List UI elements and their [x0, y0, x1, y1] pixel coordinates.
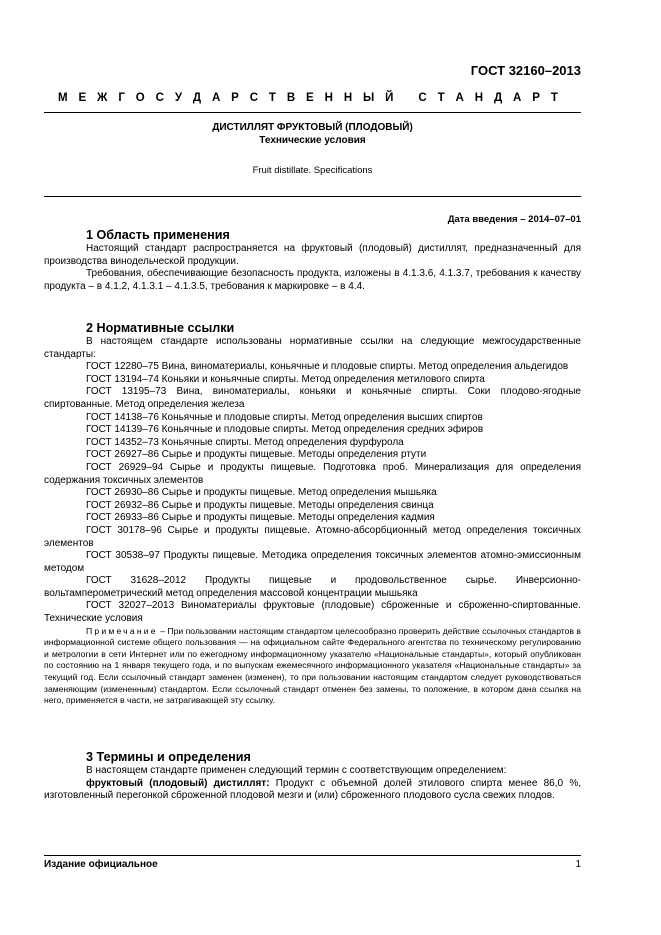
reference-item: ГОСТ 26930–86 Сырье и продукты пищевые. Метод определения мышьяка	[86, 487, 437, 499]
banner-letter: М	[58, 92, 68, 104]
footer-rule	[44, 855, 581, 856]
reference-item: ГОСТ 14352–73 Коньячные спирты. Метод определения фурфурола	[86, 436, 404, 448]
reference-item: ГОСТ 26929–94 Сырье и продукты пищевые. Подготовка проб. Минерализация для определения содержания токсичных элементов	[44, 461, 581, 486]
section-heading: 3 Термины и определения	[86, 750, 251, 764]
section-terms	[44, 750, 581, 803]
reference-item: ГОСТ 32027–2013 Виноматериалы фруктовые (плодовые) сброженные и сброженно-спиртованные. Технические условия	[44, 600, 581, 625]
banner-letter: Н	[343, 92, 353, 104]
banner-letter: А	[513, 92, 522, 104]
banner-letter: Н	[324, 92, 333, 104]
note-label: Примечание	[86, 625, 158, 636]
reference-list	[44, 361, 581, 625]
paragraph: Настоящий стандарт распространяется на фруктовый (плодовый) дистиллят, предназначенный для производства винодельческой продукции.	[44, 243, 581, 267]
banner-letter: Р	[231, 92, 239, 104]
document-subtitle: Технические условия	[259, 135, 366, 146]
term-definition	[44, 778, 581, 803]
paragraph: В настоящем стандарте использованы нормативные ссылки на следующие межгосударственные стандарты:	[44, 336, 581, 360]
banner-letter: О	[135, 92, 145, 104]
banner-letter: Д	[192, 92, 202, 104]
note-text: – При пользовании настоящим стандартом целесообразно проверить действие ссылочных стандартов в информационной системе общего пользования — на официальном сайте Федерального агентства по техническому регулированию и метрологии в сети Интернет или по ежегодному информационному указателю «Национальные стандарты», который опубликован по состоянию на 1 января текущего года, и по выпускам ежемесячного информационного указателя «Национальные стандарты» за текущий год. Если ссылочный стандарт заменен (изменен), то при пользовании настоящим стандартом следует руководствоваться заменяющим (измененным) стандартом. Если ссылочный стандарт отменен без замены, то положение, в котором дана ссылка на него, применяется в части, не затрагивающей эту ссылку.	[44, 625, 581, 706]
banner-letter: С	[155, 92, 164, 104]
paragraph: Требования, обеспечивающие безопасность продукта, изложены в 4.1.3.6, 4.1.3.7, требования к качеству продукта – в 4.1.2, 4.1.3.1 – 4.1.3.5, требования к маркировке – в 4.4.	[44, 268, 581, 292]
reference-item: ГОСТ 26932–86 Сырье и продукты пищевые. Методы определения свинца	[86, 499, 434, 511]
reference-item: ГОСТ 14139–76 Коньячные и плодовые спирты. Метод определения средних эфиров	[86, 424, 484, 436]
standard-banner	[58, 92, 558, 104]
banner-letter: А	[455, 92, 464, 104]
section-heading: 2 Нормативные ссылки	[86, 321, 235, 335]
banner-letter: Т	[550, 92, 558, 104]
banner-letter: Г	[118, 92, 125, 104]
banner-letter: У	[174, 92, 182, 104]
introduction-date: Дата введения – 2014–07–01	[447, 214, 581, 225]
edition-label: Издание официальное	[44, 859, 158, 870]
reference-item: ГОСТ 13194–74 Коньяки и коньячные спирты. Метод определения метилового спирта	[86, 373, 485, 385]
title-rule	[44, 196, 581, 197]
banner-letter: Ж	[97, 92, 108, 104]
banner-letter: Й	[385, 92, 394, 104]
term: фруктовый (плодовый) дистиллят:	[86, 777, 270, 789]
banner-letter	[404, 92, 407, 104]
note	[44, 626, 581, 707]
reference-item: ГОСТ 26927–86 Сырье и продукты пищевые. Методы определения ртути	[86, 449, 427, 461]
reference-item: ГОСТ 30178–96 Сырье и продукты пищевые. Атомно-абсорбционный метод определения токсичных элементов	[44, 524, 581, 549]
section-normative-references	[44, 321, 581, 707]
banner-letter: Ы	[363, 92, 375, 104]
section-scope	[44, 228, 581, 293]
definition-text: Продукт с объемной долей этилового спирта менее 86,0 %, изготовленный перегонкой сброженной плодовой мезги и (или) сброженного плодового сусла свежих плодов.	[44, 777, 581, 802]
banner-letter: С	[418, 92, 427, 104]
banner-letter: Т	[437, 92, 445, 104]
section-heading: 1 Область применения	[86, 228, 230, 242]
reference-item: ГОСТ 30538–97 Продукты пищевые. Методика определения токсичных элементов атомно-эмиссионным методом	[44, 550, 581, 574]
reference-item: ГОСТ 13195–73 Вина, виноматериалы, коньяки и коньячные спирты. Соки плодово-ягодные спиртованные. Метод определения железа	[44, 386, 581, 410]
banner-letter: Н	[474, 92, 484, 104]
page-number: 1	[575, 859, 581, 870]
banner-letter: А	[211, 92, 221, 104]
reference-item: ГОСТ 14138–76 Коньячные и плодовые спирты. Метод определения высших спиртов	[86, 411, 483, 423]
paragraph: В настоящем стандарте применен следующий термин с соответствующим определением:	[86, 765, 507, 776]
top-rule	[44, 112, 581, 113]
english-title: Fruit distillate. Specifications	[252, 165, 373, 176]
banner-letter: Т	[268, 92, 276, 104]
banner-letter: В	[286, 92, 296, 104]
banner-letter: Е	[306, 92, 314, 104]
banner-letter: Р	[532, 92, 540, 104]
reference-item: ГОСТ 12280–75 Вина, виноматериалы, коньячные и плодовые спирты. Метод определения альдегидов	[86, 361, 569, 373]
reference-item: ГОСТ 31628–2012 Продукты пищевые и продовольственное сырье. Инверсионно-вольтамперометрический метод определения массовой концентрации мышьяка	[44, 575, 581, 599]
document-code: ГОСТ 32160–2013	[470, 63, 581, 78]
banner-letter: С	[249, 92, 259, 104]
banner-letter: Е	[78, 92, 87, 104]
reference-item: ГОСТ 26933–86 Сырье и продукты пищевые. Методы определения кадмия	[86, 512, 435, 524]
banner-letter: Д	[493, 92, 503, 104]
document-title: ДИСТИЛЛЯТ ФРУКТОВЫЙ (ПЛОДОВЫЙ)	[212, 122, 413, 133]
